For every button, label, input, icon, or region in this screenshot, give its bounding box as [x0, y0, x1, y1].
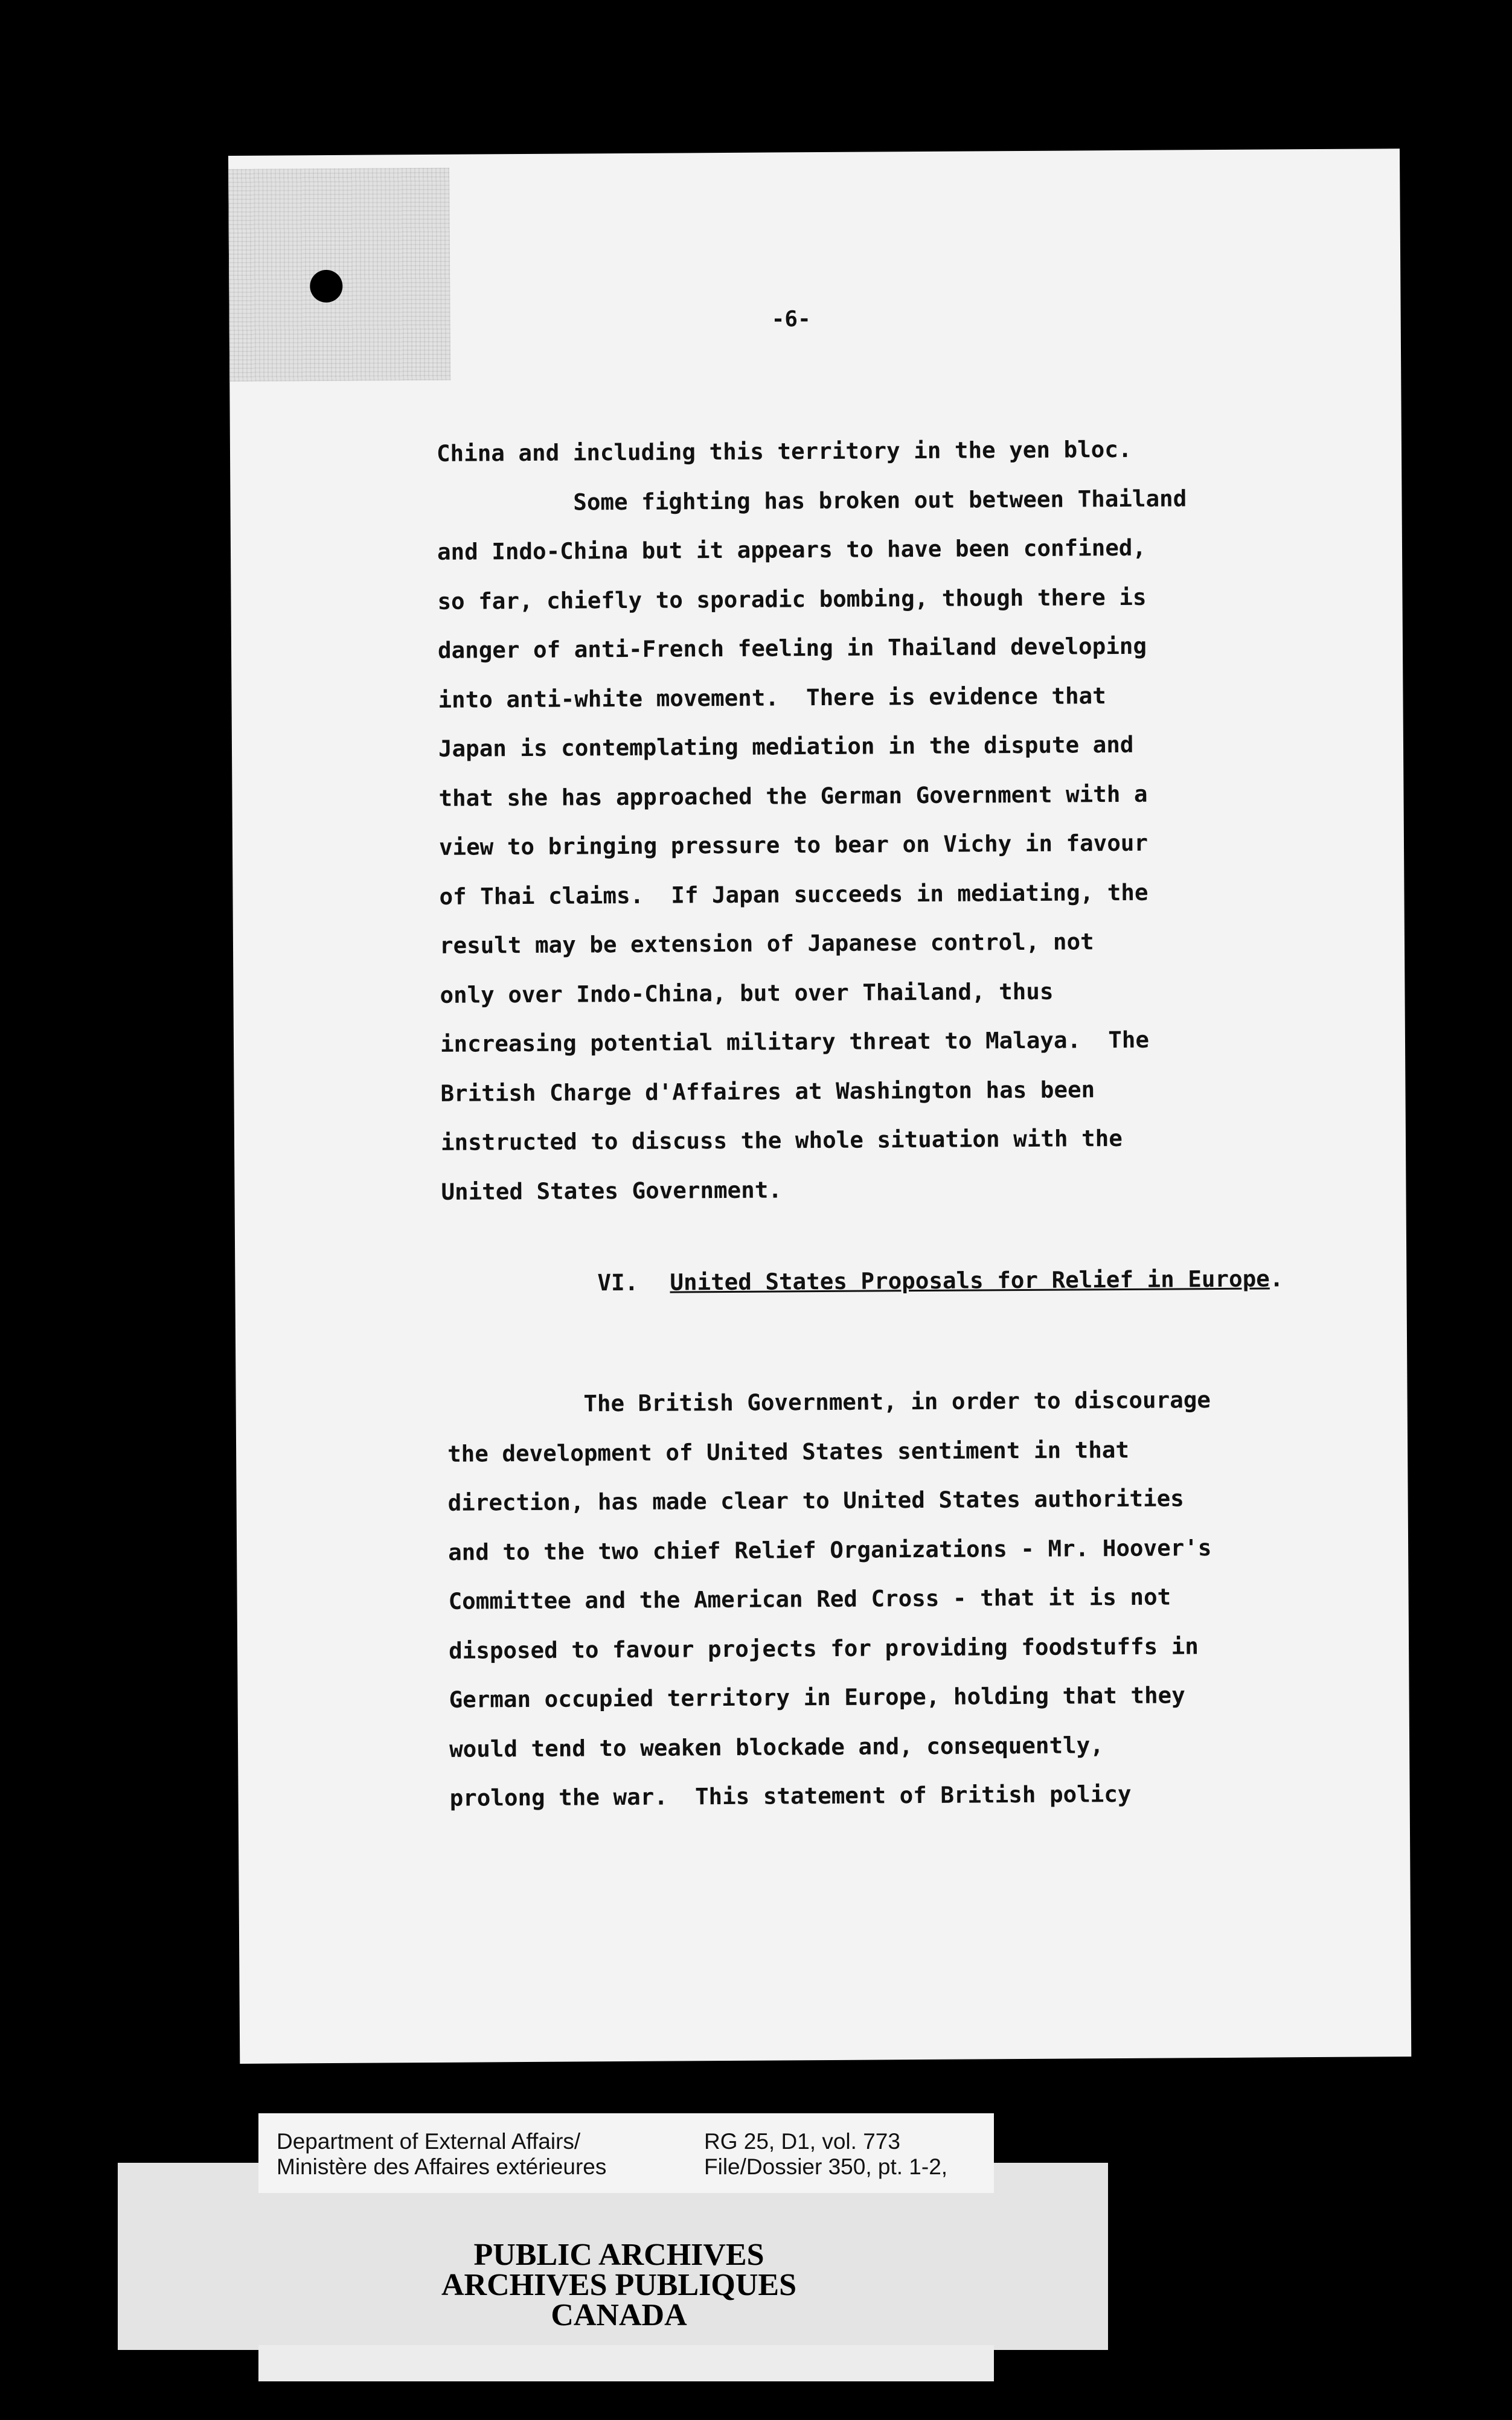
reference-file: File/Dossier 350, pt. 1-2, — [704, 2154, 948, 2179]
text-line: into anti-white movement. There is evidence that — [438, 682, 1106, 713]
text-line: Some fighting has broken out between Thailand — [437, 484, 1187, 516]
stamp-line: PUBLIC ARCHIVES — [473, 2238, 764, 2272]
stamp-line: ARCHIVES PUBLIQUES — [441, 2268, 797, 2302]
text-line: view to bringing pressure to bear on Vichy in favour — [438, 829, 1148, 860]
text-line: The British Government, in order to discourage — [447, 1386, 1211, 1418]
text-line: and Indo-China but it appears to have been confined, — [437, 534, 1147, 565]
text-line: Committee and the American Red Cross - that it is not — [448, 1583, 1171, 1615]
department-english: Department of External Affairs/ — [277, 2129, 581, 2154]
body-text-bottom — [447, 1374, 1391, 1823]
punch-hole — [310, 270, 342, 302]
section-heading — [597, 1265, 1283, 1296]
text-line: Japan is contemplating mediation in the dispute and — [438, 731, 1134, 762]
filing-tab — [228, 168, 450, 382]
text-line: only over Indo-China, but over Thailand, thus — [440, 978, 1054, 1008]
body-text-top — [437, 423, 1383, 1217]
section-title: United States Proposals for Relief in Europe — [670, 1265, 1270, 1296]
section-title-end: . — [1269, 1265, 1284, 1292]
text-line: disposed to favour projects for providing foodstuffs in — [448, 1632, 1199, 1664]
text-line: the development of United States sentiment in that — [447, 1436, 1130, 1467]
stamp-underlay — [258, 2345, 994, 2381]
text-line: danger of anti-French feeling in Thailand developing — [437, 632, 1147, 664]
text-line: and to the two chief Relief Organizations - Mr. Hoover's — [447, 1534, 1212, 1566]
text-line: direction, has made clear to United States authorities — [447, 1485, 1184, 1516]
text-line: result may be extension of Japanese control, not — [439, 928, 1094, 959]
text-line: instructed to discuss the whole situation with the — [440, 1124, 1123, 1156]
text-line: China and including this territory in the yen bloc. — [436, 435, 1132, 467]
department-block — [277, 2129, 606, 2180]
text-line: British Charge d'Affaires at Washington has been — [440, 1075, 1095, 1107]
department-french: Ministère des Affaires extérieures — [277, 2154, 607, 2179]
page-number: -6- — [771, 307, 811, 332]
text-line: increasing potential military threat to Malaya. The — [440, 1026, 1150, 1057]
section-number: VI. — [597, 1269, 639, 1296]
stamp-line: CANADA — [551, 2298, 687, 2332]
document-page — [228, 149, 1411, 2064]
text-line: that she has approached the German Government with a — [438, 780, 1148, 811]
text-line: prolong the war. This statement of British policy — [449, 1780, 1132, 1811]
archives-stamp — [0, 2240, 1238, 2331]
text-line: United States Government. — [441, 1176, 783, 1205]
reference-block — [704, 2129, 947, 2180]
reference-volume: RG 25, D1, vol. 773 — [704, 2129, 900, 2154]
text-line: German occupied territory in Europe, holding that they — [449, 1682, 1185, 1713]
text-line: of Thai claims. If Japan succeeds in mediating, the — [439, 879, 1148, 910]
text-line: so far, chiefly to sporadic bombing, though there is — [437, 583, 1147, 615]
text-line: would tend to weaken blockade and, consequently, — [449, 1731, 1104, 1762]
archive-reference-label — [258, 2113, 994, 2193]
